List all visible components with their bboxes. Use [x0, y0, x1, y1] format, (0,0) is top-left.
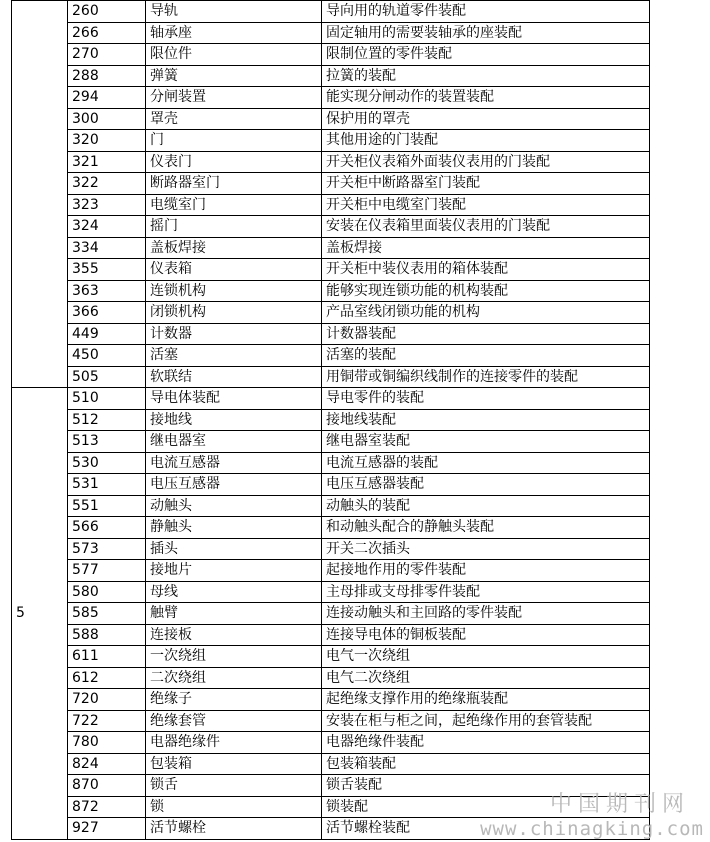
- description-cell: 动触头的装配: [322, 495, 650, 517]
- description-cell: 活塞的装配: [322, 345, 650, 367]
- watermark: [480, 787, 704, 840]
- watermark-chinese: 中国期刊网: [549, 792, 690, 817]
- table-body: [12, 1, 650, 840]
- table-row: [12, 560, 650, 582]
- code-cell: 363: [68, 280, 146, 302]
- description-cell: 电气一次绕组: [322, 646, 650, 668]
- name-cell: 活塞: [146, 345, 322, 367]
- name-cell: 电流互感器: [146, 452, 322, 474]
- name-cell: 母线: [146, 581, 322, 603]
- table-row: [12, 22, 650, 44]
- code-cell: 531: [68, 474, 146, 496]
- table-row: [12, 44, 650, 66]
- table-row: [12, 323, 650, 345]
- table-row: [12, 710, 650, 732]
- table-row: [12, 194, 650, 216]
- description-cell: 锁舌装配: [322, 775, 650, 797]
- description-cell: 电流互感器的装配: [322, 452, 650, 474]
- description-cell: 电气二次绕组: [322, 667, 650, 689]
- name-cell: 分闸装置: [146, 87, 322, 109]
- description-cell: 连接导电体的铜板装配: [322, 624, 650, 646]
- description-cell: 固定轴用的需要装轴承的座装配: [322, 22, 650, 44]
- name-cell: 仪表门: [146, 151, 322, 173]
- table-row: [12, 108, 650, 130]
- name-cell: 静触头: [146, 517, 322, 539]
- code-cell: 294: [68, 87, 146, 109]
- name-cell: 锁舌: [146, 775, 322, 797]
- code-cell: 320: [68, 130, 146, 152]
- name-cell: 插头: [146, 538, 322, 560]
- name-cell: 摇门: [146, 216, 322, 238]
- description-cell: 起接地作用的零件装配: [322, 560, 650, 582]
- table-row: [12, 753, 650, 775]
- code-cell: 611: [68, 646, 146, 668]
- name-cell: 连接板: [146, 624, 322, 646]
- table-row: [12, 151, 650, 173]
- description-cell: 开关柜中装仪表用的箱体装配: [322, 259, 650, 281]
- name-cell: 导电体装配: [146, 388, 322, 410]
- table-row: [12, 409, 650, 431]
- code-cell: 288: [68, 65, 146, 87]
- table-row: [12, 581, 650, 603]
- code-cell: 870: [68, 775, 146, 797]
- table-row: [12, 87, 650, 109]
- table-row: [12, 388, 650, 410]
- code-cell: 505: [68, 366, 146, 388]
- description-cell: 导电零件的装配: [322, 388, 650, 410]
- table-row: [12, 538, 650, 560]
- code-cell: 270: [68, 44, 146, 66]
- code-cell: 580: [68, 581, 146, 603]
- table-row: [12, 216, 650, 238]
- name-cell: 二次绕组: [146, 667, 322, 689]
- name-cell: 门: [146, 130, 322, 152]
- table-row: [12, 517, 650, 539]
- table-row: [12, 173, 650, 195]
- code-cell: 510: [68, 388, 146, 410]
- table-row: [12, 495, 650, 517]
- code-cell: 720: [68, 689, 146, 711]
- name-cell: 电器绝缘件: [146, 732, 322, 754]
- description-cell: 拉簧的装配: [322, 65, 650, 87]
- code-cell: 612: [68, 667, 146, 689]
- description-cell: 用铜带或铜编织线制作的连接零件的装配: [322, 366, 650, 388]
- table-row: [12, 280, 650, 302]
- description-cell: 保护用的罩壳: [322, 108, 650, 130]
- description-cell: 电压互感器装配: [322, 474, 650, 496]
- name-cell: 盖板焊接: [146, 237, 322, 259]
- description-cell: 能够实现连锁功能的机构装配: [322, 280, 650, 302]
- code-cell: 551: [68, 495, 146, 517]
- name-cell: 接地片: [146, 560, 322, 582]
- description-cell: 开关柜仪表箱外面装仪表用的门装配: [322, 151, 650, 173]
- description-cell: 开关二次插头: [322, 538, 650, 560]
- table-row: [12, 1, 650, 23]
- name-cell: 绝缘套管: [146, 710, 322, 732]
- description-cell: 开关柜中断路器室门装配: [322, 173, 650, 195]
- table-row: [12, 667, 650, 689]
- description-cell: 活节螺栓装配: [322, 818, 650, 840]
- table-row: [12, 732, 650, 754]
- table-row: [12, 624, 650, 646]
- name-cell: 限位件: [146, 44, 322, 66]
- name-cell: 连锁机构: [146, 280, 322, 302]
- code-cell: 577: [68, 560, 146, 582]
- name-cell: 闭锁机构: [146, 302, 322, 324]
- description-cell: 起绝缘支撑作用的绝缘瓶装配: [322, 689, 650, 711]
- name-cell: 一次绕组: [146, 646, 322, 668]
- group-cell: [12, 1, 68, 388]
- code-cell: 322: [68, 173, 146, 195]
- table-row: [12, 452, 650, 474]
- description-cell: 包装箱装配: [322, 753, 650, 775]
- name-cell: 弹簧: [146, 65, 322, 87]
- name-cell: 触臂: [146, 603, 322, 625]
- code-cell: 449: [68, 323, 146, 345]
- code-cell: 321: [68, 151, 146, 173]
- code-cell: 585: [68, 603, 146, 625]
- description-cell: 连接动触头和主回路的零件装配: [322, 603, 650, 625]
- code-cell: 323: [68, 194, 146, 216]
- description-cell: 电器绝缘件装配: [322, 732, 650, 754]
- name-cell: 电压互感器: [146, 474, 322, 496]
- name-cell: 活节螺栓: [146, 818, 322, 840]
- table-row: [12, 259, 650, 281]
- name-cell: 绝缘子: [146, 689, 322, 711]
- code-cell: 366: [68, 302, 146, 324]
- name-cell: 软联结: [146, 366, 322, 388]
- code-cell: 588: [68, 624, 146, 646]
- table-row: [12, 689, 650, 711]
- watermark-url: www.chinagking.com: [480, 818, 704, 840]
- name-cell: 继电器室: [146, 431, 322, 453]
- description-cell: 导向用的轨道零件装配: [322, 1, 650, 23]
- parts-code-table: [11, 0, 650, 840]
- code-cell: 266: [68, 22, 146, 44]
- code-cell: 334: [68, 237, 146, 259]
- name-cell: 电缆室门: [146, 194, 322, 216]
- code-cell: 780: [68, 732, 146, 754]
- code-cell: 355: [68, 259, 146, 281]
- code-cell: 573: [68, 538, 146, 560]
- name-cell: 计数器: [146, 323, 322, 345]
- name-cell: 轴承座: [146, 22, 322, 44]
- code-cell: 722: [68, 710, 146, 732]
- name-cell: 动触头: [146, 495, 322, 517]
- name-cell: 包装箱: [146, 753, 322, 775]
- code-cell: 566: [68, 517, 146, 539]
- code-cell: 300: [68, 108, 146, 130]
- description-cell: 安装在仪表箱里面装仪表用的门装配: [322, 216, 650, 238]
- name-cell: 断路器室门: [146, 173, 322, 195]
- table-row: [12, 603, 650, 625]
- description-cell: 锁装配: [322, 796, 650, 818]
- name-cell: 导轨: [146, 1, 322, 23]
- description-cell: 安装在柜与柜之间，起绝缘作用的套管装配: [322, 710, 650, 732]
- code-cell: 450: [68, 345, 146, 367]
- description-cell: 盖板焊接: [322, 237, 650, 259]
- code-cell: 927: [68, 818, 146, 840]
- description-cell: 计数器装配: [322, 323, 650, 345]
- description-cell: 产品室线闭锁功能的机构: [322, 302, 650, 324]
- table-row: [12, 366, 650, 388]
- code-cell: 512: [68, 409, 146, 431]
- description-cell: 接地线装配: [322, 409, 650, 431]
- table-row: [12, 646, 650, 668]
- code-cell: 824: [68, 753, 146, 775]
- table-row: [12, 237, 650, 259]
- name-cell: 仪表箱: [146, 259, 322, 281]
- name-cell: 接地线: [146, 409, 322, 431]
- code-cell: 324: [68, 216, 146, 238]
- code-cell: 513: [68, 431, 146, 453]
- description-cell: 主母排或支母排零件装配: [322, 581, 650, 603]
- name-cell: 罩壳: [146, 108, 322, 130]
- table-row: [12, 65, 650, 87]
- name-cell: 锁: [146, 796, 322, 818]
- description-cell: 能实现分闸动作的装置装配: [322, 87, 650, 109]
- description-cell: 和动触头配合的静触头装配: [322, 517, 650, 539]
- table-row: [12, 345, 650, 367]
- description-cell: 限制位置的零件装配: [322, 44, 650, 66]
- table-row: [12, 302, 650, 324]
- code-cell: 530: [68, 452, 146, 474]
- code-cell: 872: [68, 796, 146, 818]
- group-cell: 5: [12, 388, 68, 840]
- table-row: [12, 474, 650, 496]
- code-cell: 260: [68, 1, 146, 23]
- description-cell: 继电器室装配: [322, 431, 650, 453]
- description-cell: 开关柜中电缆室门装配: [322, 194, 650, 216]
- description-cell: 其他用途的门装配: [322, 130, 650, 152]
- table-row: [12, 431, 650, 453]
- table-row: [12, 130, 650, 152]
